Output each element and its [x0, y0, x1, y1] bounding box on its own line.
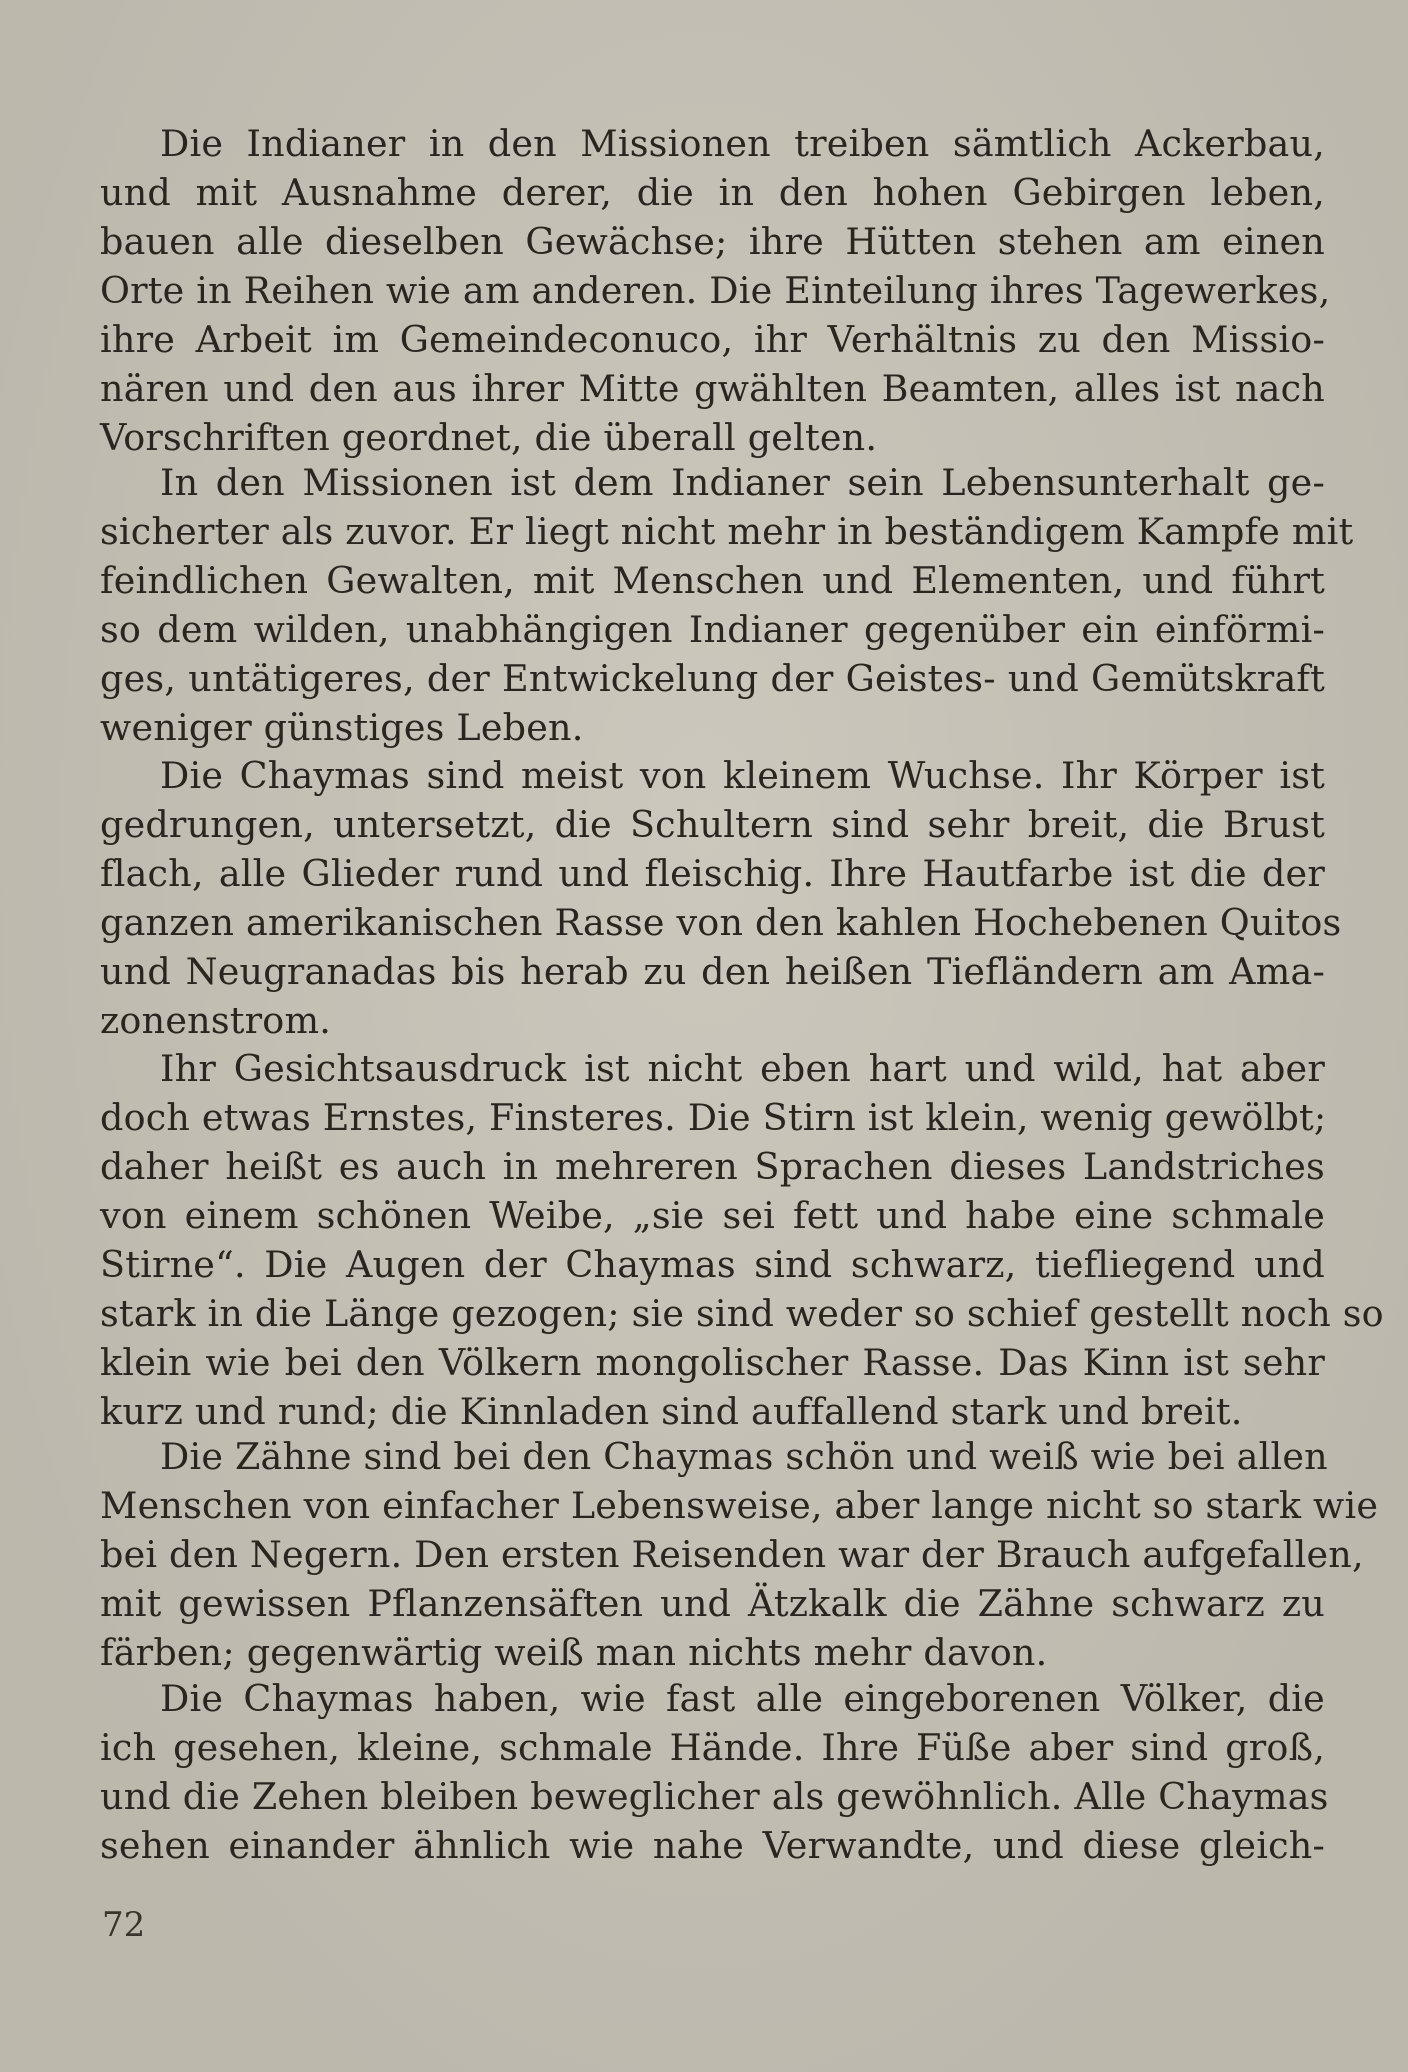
text-line: bauen alle dieselben Gewächse; ihre Hütten stehen am einen	[100, 220, 1325, 263]
paragraph	[100, 1044, 1384, 1436]
text-line: weniger günstiges Leben.	[100, 706, 584, 749]
text-line: feindlichen Gewalten, mit Menschen und Elementen, und führt	[100, 559, 1325, 602]
text-line: so dem wilden, unabhängigen Indianer gegenüber ein einförmi-	[100, 608, 1325, 651]
paragraph	[100, 1432, 1379, 1677]
text-line: daher heißt es auch in mehreren Sprachen dieses Landstriches	[100, 1145, 1325, 1188]
text-line: und Neugranadas bis herab zu den heißen Tiefländern am Ama-	[100, 950, 1325, 993]
text-line: gedrungen, untersetzt, die Schultern sind sehr breit, die Brust	[100, 803, 1325, 846]
text-line: bei den Negern. Den ersten Reisenden war der Brauch aufgefallen,	[100, 1533, 1364, 1576]
paragraph	[100, 751, 1342, 1045]
text-line: kurz und rund; die Kinnladen sind auffallend stark und breit.	[100, 1390, 1243, 1433]
text-line: Menschen von einfacher Lebensweise, aber lange nicht so stark wie	[100, 1484, 1379, 1527]
text-line: sehen einander ähnlich wie nahe Verwandte, und diese gleich-	[100, 1824, 1325, 1867]
text-line: ihre Arbeit im Gemeindeconuco, ihr Verhältnis zu den Missio-	[100, 318, 1325, 361]
text-line: Die Chaymas sind meist von kleinem Wuchse. Ihr Körper ist	[160, 754, 1325, 797]
text-line: In den Missionen ist dem Indianer sein Lebensunterhalt ge-	[160, 461, 1325, 504]
paragraph	[100, 1674, 1329, 1870]
text-line: klein wie bei den Völkern mongolischer Rasse. Das Kinn ist sehr	[100, 1341, 1325, 1384]
paragraph	[100, 119, 1331, 462]
text-line: Stirne“. Die Augen der Chaymas sind schwarz, tiefliegend und	[100, 1243, 1325, 1286]
text-line: stark in die Länge gezogen; sie sind weder so schief gestellt noch so	[100, 1292, 1384, 1335]
text-line: zonenstrom.	[100, 999, 332, 1042]
page-number: 72	[102, 1905, 146, 1945]
text-line: ges, untätigeres, der Entwickelung der Geistes- und Gemütskraft	[100, 657, 1325, 700]
text-line: und mit Ausnahme derer, die in den hohen Gebirgen leben,	[100, 171, 1325, 214]
text-line: Die Chaymas haben, wie fast alle eingeborenen Völker, die	[160, 1677, 1325, 1720]
text-line: flach, alle Glieder rund und fleischig. Ihre Hautfarbe ist die der	[100, 852, 1325, 895]
text-line: sicherter als zuvor. Er liegt nicht mehr in beständigem Kampfe mit	[100, 510, 1354, 553]
text-line: Vorschriften geordnet, die überall gelten.	[100, 416, 878, 459]
text-line: Ihr Gesichtsausdruck ist nicht eben hart und wild, hat aber	[160, 1047, 1325, 1090]
text-line: ich gesehen, kleine, schmale Hände. Ihre Füße aber sind groß,	[100, 1726, 1325, 1769]
text-line: Die Indianer in den Missionen treiben sämtlich Ackerbau,	[160, 122, 1325, 165]
text-line: von einem schönen Weibe, „sie sei fett und habe eine schmale	[100, 1194, 1325, 1237]
text-line: Die Zähne sind bei den Chaymas schön und weiß wie bei allen	[160, 1435, 1328, 1478]
text-line: nären und den aus ihrer Mitte gwählten Beamten, alles ist nach	[100, 367, 1325, 410]
text-line: und die Zehen bleiben beweglicher als gewöhnlich. Alle Chaymas	[100, 1775, 1329, 1818]
text-line: doch etwas Ernstes, Finsteres. Die Stirn ist klein, wenig gewölbt;	[100, 1096, 1327, 1139]
text-line: Orte in Reihen wie am anderen. Die Einteilung ihres Tagewerkes,	[100, 269, 1331, 312]
paragraph	[100, 458, 1354, 752]
text-line: ganzen amerikanischen Rasse von den kahlen Hochebenen Quitos	[100, 901, 1342, 944]
text-line: färben; gegenwärtig weiß man nichts mehr davon.	[100, 1631, 1048, 1674]
text-line: mit gewissen Pflanzensäften und Ätzkalk die Zähne schwarz zu	[100, 1582, 1325, 1625]
